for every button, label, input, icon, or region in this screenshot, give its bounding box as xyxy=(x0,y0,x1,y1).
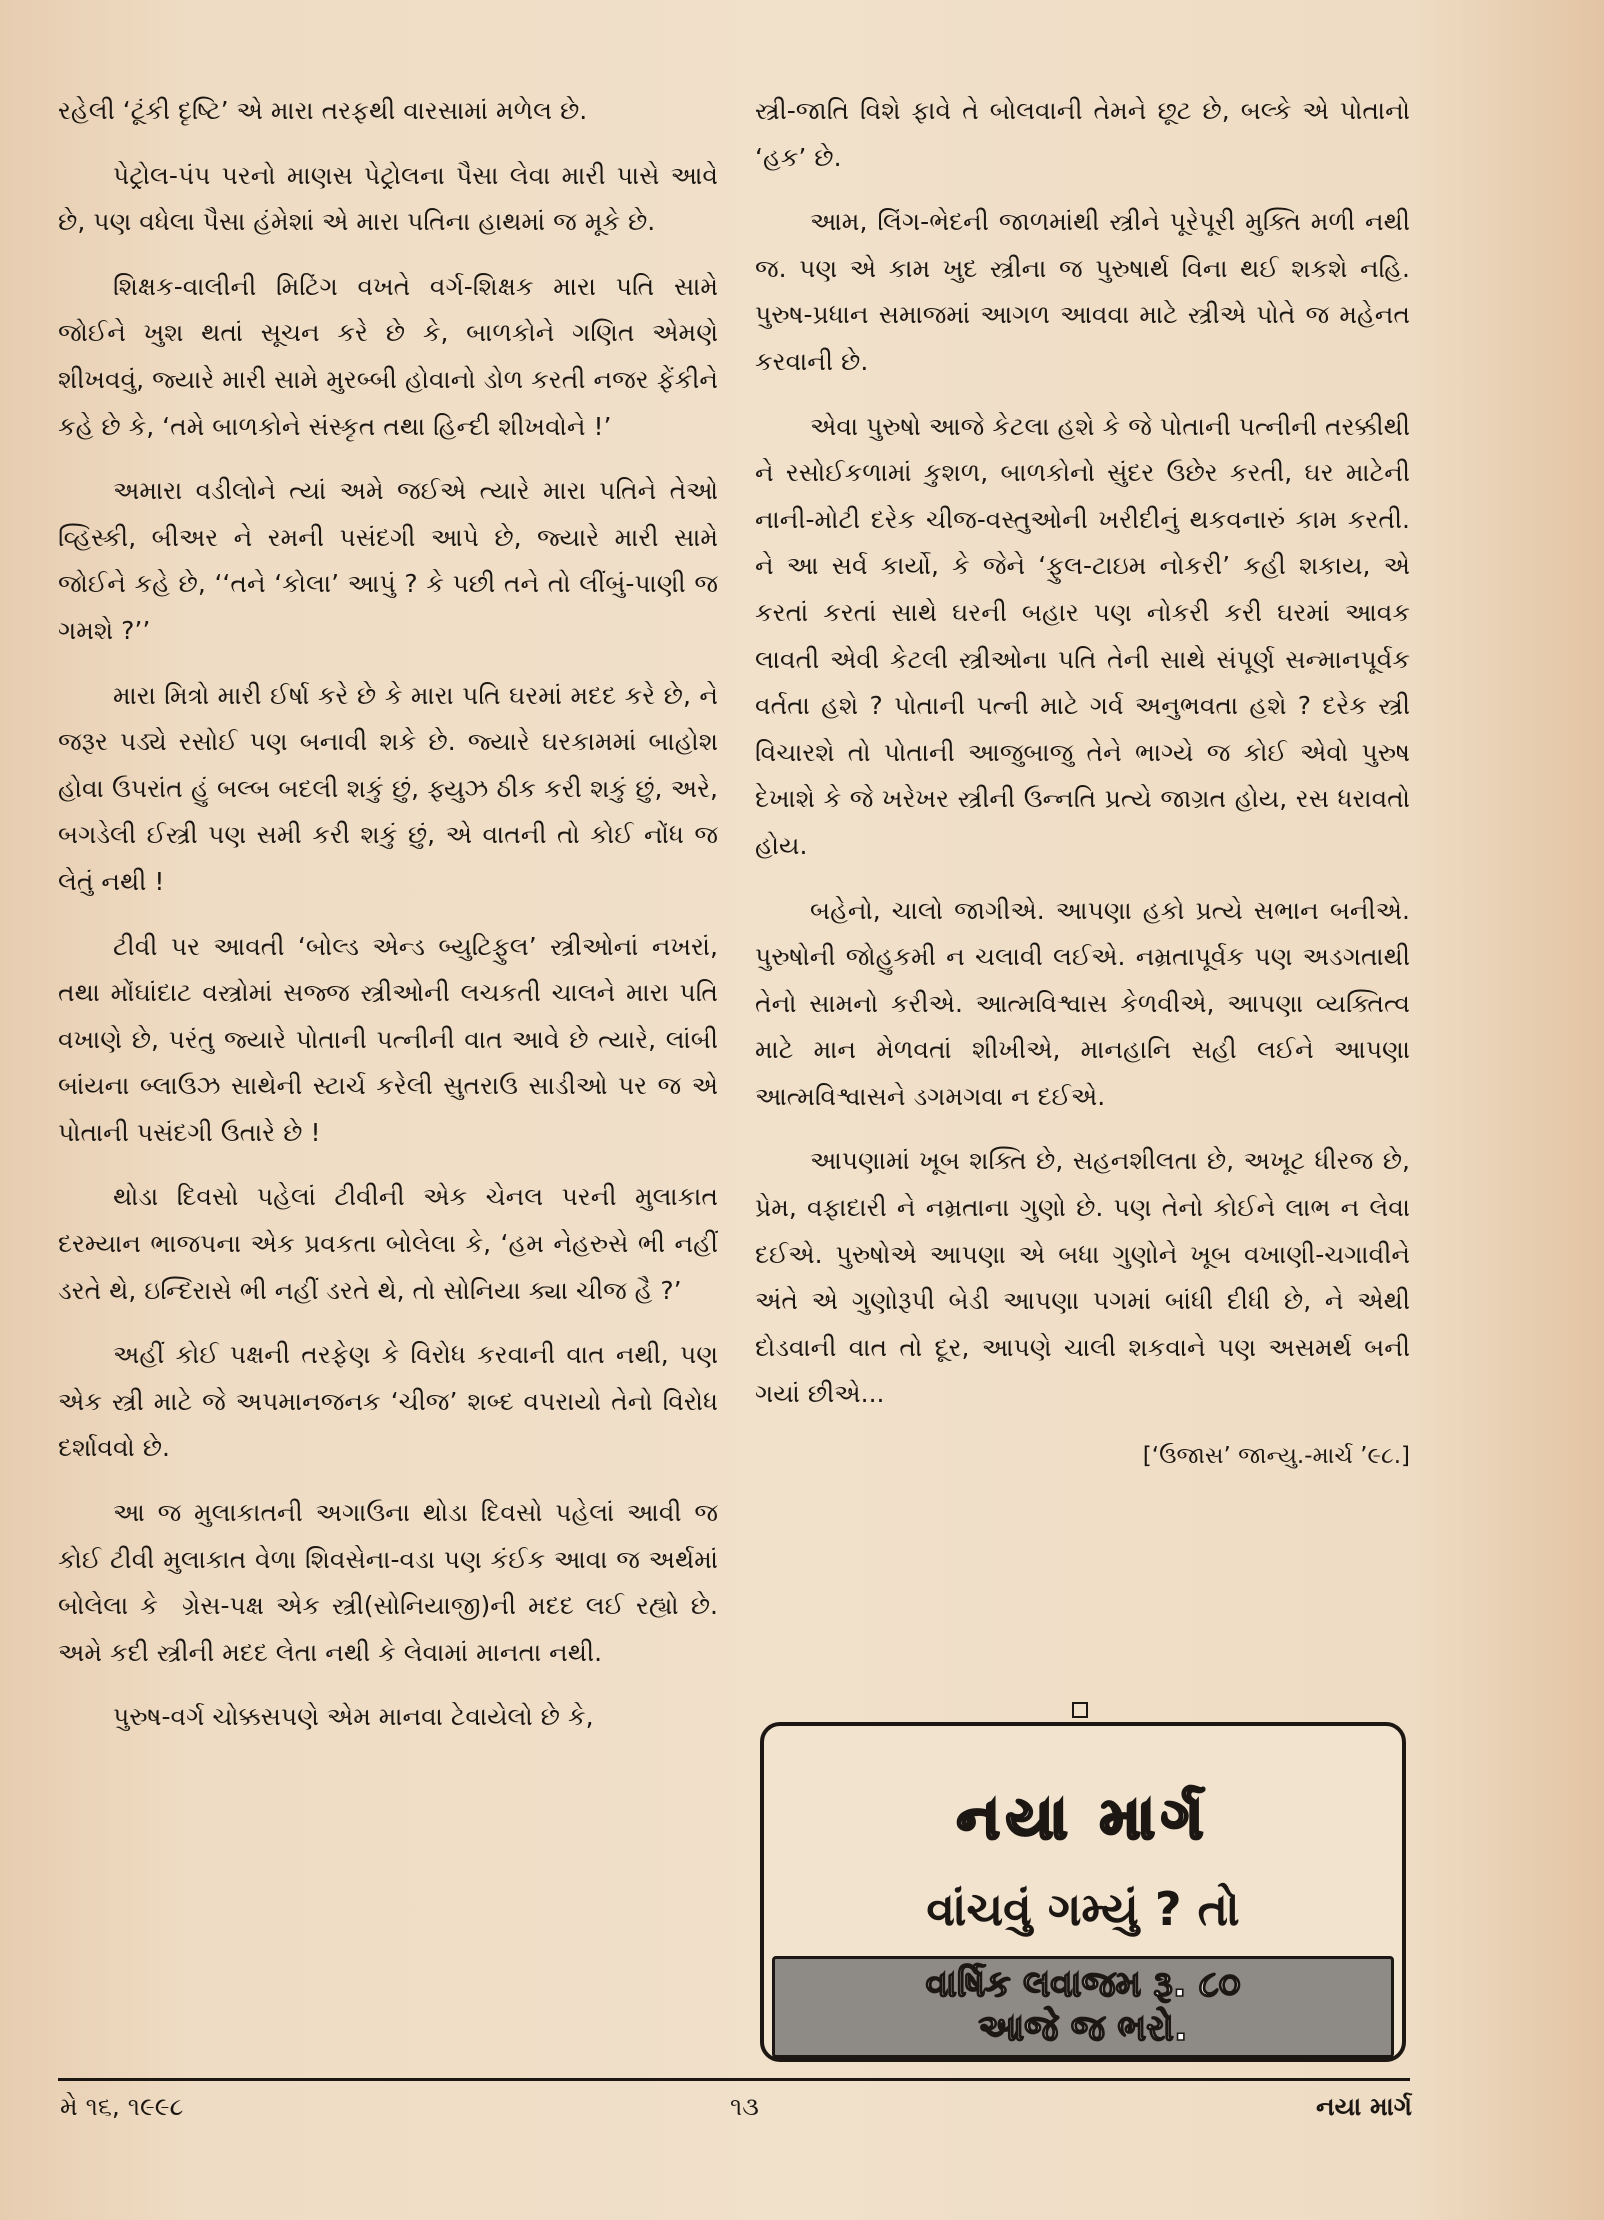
paragraph: અમારા વડીલોને ત્યાં અમે જઈએ ત્યારે મારા પતિને તેઓ વ્હિસ્કી, બીઅર ને રમની પસંદગી આપે છે, જ્યારે મારી સામે જોઈને કહે છે, ‘‘તને ‘કોલા’ આપું ? કે પછી તને તો લીંબું-પાણી જ ગમશે ?’’ xyxy=(58,476,718,645)
advert-title: નયા માર્ગ xyxy=(956,1784,1210,1852)
advert-question: વાંચવું ગમ્યું ? તો xyxy=(926,1882,1240,1936)
source-citation: [‘ઉજાસ’ જાન્યુ.-માર્ચ ’૯૮.] xyxy=(1142,1443,1410,1470)
paragraph: આ જ મુલાકાતની અગાઉના થોડા દિવસો પહેલાં આવી જ કોઈ ટીવી મુલાકાત વેળા શિવસેના-વડા પણ કંઈક આવા જ અર્થમાં બોલેલા કે ‌ ગ્રેસ-પક્ષ એક સ્ત્રી(સોનિયાજી)ની મદદ લઈ રહ્યો છે. અમે કદી સ્ત્રીની મદદ લેતા નથી કે લેવામાં માનતા નથી. xyxy=(58,1498,718,1667)
paragraph: રહેલી ‘ટૂંકી દૃષ્ટિ’ એ મારા તરફથી વારસામાં મળેલ છે. xyxy=(58,96,588,125)
paragraph: આપણામાં ખૂબ શક્તિ છે, સહનશીલતા છે, અખૂટ ધીરજ છે, પ્રેમ, વફાદારી ને નમ્રતાના ગુણો છે. પણ તેનો કોઈને લાભ ન લેવા દઈએ. પુરુષોએ આપણા એ બધા ગુણોને ખૂબ વખાણી-ચગાવીને અંતે એ ગુણોરૂપી બેડી આપણા પગમાં બાંધી દીધી છે, ને એથી દોડવાની વાત તો દૂર, આપણે ચાલી શકવાને પણ અસમર્થ બની ગયાં છીએ... xyxy=(755,1146,1410,1409)
paragraph: પુરુષ-વર્ગ ચોક્કસપણે એમ માનવા ટેવાયેલો છે કે, xyxy=(113,1702,594,1732)
square-bullet-icon xyxy=(1072,1702,1088,1718)
right-column xyxy=(755,88,1410,1476)
paragraph: અહીં કોઈ પક્ષની તરફેણ કે વિરોધ કરવાની વાત નથી, પણ એક સ્ત્રી માટે જે અપમાનજનક ‘ચીજ’ શબ્દ વપરાયો તેનો વિરોધ દર્શાવવો છે. xyxy=(58,1340,718,1463)
advert-subscription-band xyxy=(772,1956,1394,2058)
advert-cta-text: આજે જ ભરો. xyxy=(978,2008,1188,2049)
paragraph: શિક્ષક-વાલીની મિટિંગ વખતે વર્ગ-શિક્ષક મારા પતિ સામે જોઈને ખુશ થતાં સૂચન કરે છે કે, બાળકોને ગણિત એમણે શીખવવું, જ્યારે મારી સામે મુરબ્બી હોવાનો ડોળ કરતી નજર ફેંકીને કહે છે કે, ‘તમે બાળકોને સંસ્કૃત તથા હિન્દી શીખવોને !’ xyxy=(58,271,718,441)
paragraph: સ્ત્રી-જાતિ વિશે ફાવે તે બોલવાની તેમને છૂટ છે, બલ્કે એ પોતાનો ‘હક’ છે. xyxy=(755,96,1410,172)
paragraph: થોડા દિવસો પહેલાં ટીવીની એક ચેનલ પરની મુલાકાત દરમ્યાન ભાજપના એક પ્રવકતા બોલેલા કે, ‘હમ નેહરુસે ભી નહીં ડરતે થે, ઇન્દિરાસે ભી નહીં ડરતે થે, તો સોનિયા ક્યા ચીજ હૈ ?’ xyxy=(58,1182,718,1305)
footer-magazine-name: નયા માર્ગ xyxy=(1316,2092,1412,2121)
left-column xyxy=(58,88,718,1759)
paragraph: બહેનો, ચાલો જાગીએ. આપણા હકો પ્રત્યે સભાન બનીએ. પુરુષોની જોહુકમી ન ચલાવી લઈએ. નમ્રતાપૂર્વક પણ અડગતાથી તેનો સામનો કરીએ. આત્મવિશ્વાસ કેળવીએ, આપણા વ્યક્તિત્વ માટે માન મેળવતાં શીખીએ, માનહાનિ સહી લઈને આપણા આત્મવિશ્વાસને ડગમગવા ન દઈએ. xyxy=(755,895,1410,1111)
page-number: ૧૩ xyxy=(730,2092,759,2121)
paragraph: એવા પુરુષો આજે કેટલા હશે કે જે પોતાની પત્નીની તરક્કીથી ને રસોઈકળામાં કુશળ, બાળકોનો સુંદર ઉછેર કરતી, ઘર માટેની નાની-મોટી દરેક ચીજ-વસ્તુઓની ખરીદીનું થકવનારું કામ કરતી. ને આ સર્વ કાર્યો, કે જેને ‘ફુલ-ટાઇમ નોકરી’ કહી શકાય, એ કરતાં કરતાં સાથે ઘરની બહાર પણ નોકરી કરી ઘરમાં આવક લાવતી એવી કેટલી સ્ત્રીઓના પતિ તેની સાથે સંપૂર્ણ સન્માનપૂર્વક વર્તતા હશે ? પોતાની પત્ની માટે ગર્વ અનુભવતા હશે ? દરેક સ્ત્રી વિચારશે તો પોતાની આજુબાજુ તેને ભાગ્યે જ કોઈ એવો પુરુષ દેખાશે કે જે ખરેખર સ્ત્રીની ઉન્નતિ પ્રત્યે જાગ્રત હોય, રસ ધરાવતો હોય. xyxy=(755,411,1410,860)
footer-divider xyxy=(58,2078,1410,2081)
paragraph: મારા મિત્રો મારી ઈર્ષા કરે છે કે મારા પતિ ઘરમાં મદદ કરે છે, ને જરૂર પડ્યે રસોઈ પણ બનાવી શકે છે. જ્યારે ઘરકામમાં બાહોશ હોવા ઉપરાંત હું બલ્બ બદલી શકું છું, ફ્યુઝ ઠીક કરી શકું છું, અરે, બગડેલી ઈસ્ત્રી પણ સમી કરી શકું છું, એ વાતની તો કોઈ નોંધ જ લેતું નથી ! xyxy=(58,680,718,896)
footer-date: મે ૧૬, ૧૯૯૮ xyxy=(60,2092,184,2121)
subscription-advert xyxy=(760,1722,1406,2062)
paragraph: પેટ્રોલ-પંપ પરનો માણસ પેટ્રોલના પૈસા લેવા મારી પાસે આવે છે, પણ વધેલા પૈસા હંમેશાં એ મારા પતિના હાથમાં જ મૂકે છે. xyxy=(58,160,718,237)
paragraph: આમ, લિંગ-ભેદની જાળમાંથી સ્ત્રીને પૂરેપૂરી મુક્તિ મળી નથી જ. પણ એ કામ ખુદ સ્ત્રીના જ પુરુષાર્થ વિના થઈ શકશે નહિ. પુરુષ-પ્રધાન સમાજમાં આગળ આવવા માટે સ્ત્રીએ પોતે જ મહેનત કરવાની છે. xyxy=(755,207,1410,376)
paragraph: ટીવી પર આવતી ‘બોલ્ડ એન્ડ બ્યુટિફુલ’ સ્ત્રીઓનાં નખરાં, તથા મોંઘાંદાટ વસ્ત્રોમાં સજ્જ સ્ત્રીઓની લચકતી ચાલને મારા પતિ વખાણે છે, પરંતુ જ્યારે પોતાની પત્નીની વાત આવે છે ત્યારે, લાંબી બાંયના બ્લાઉઝ સાથેની સ્ટાર્ચ કરેલી સુતરાઉ સાડીઓ પર જ એ પોતાની પસંદગી ઉતારે છે ! xyxy=(58,931,718,1147)
advert-fee-text: વાર્ષિક લવાજમ રૂ. ૮૦ xyxy=(925,1964,1241,2005)
